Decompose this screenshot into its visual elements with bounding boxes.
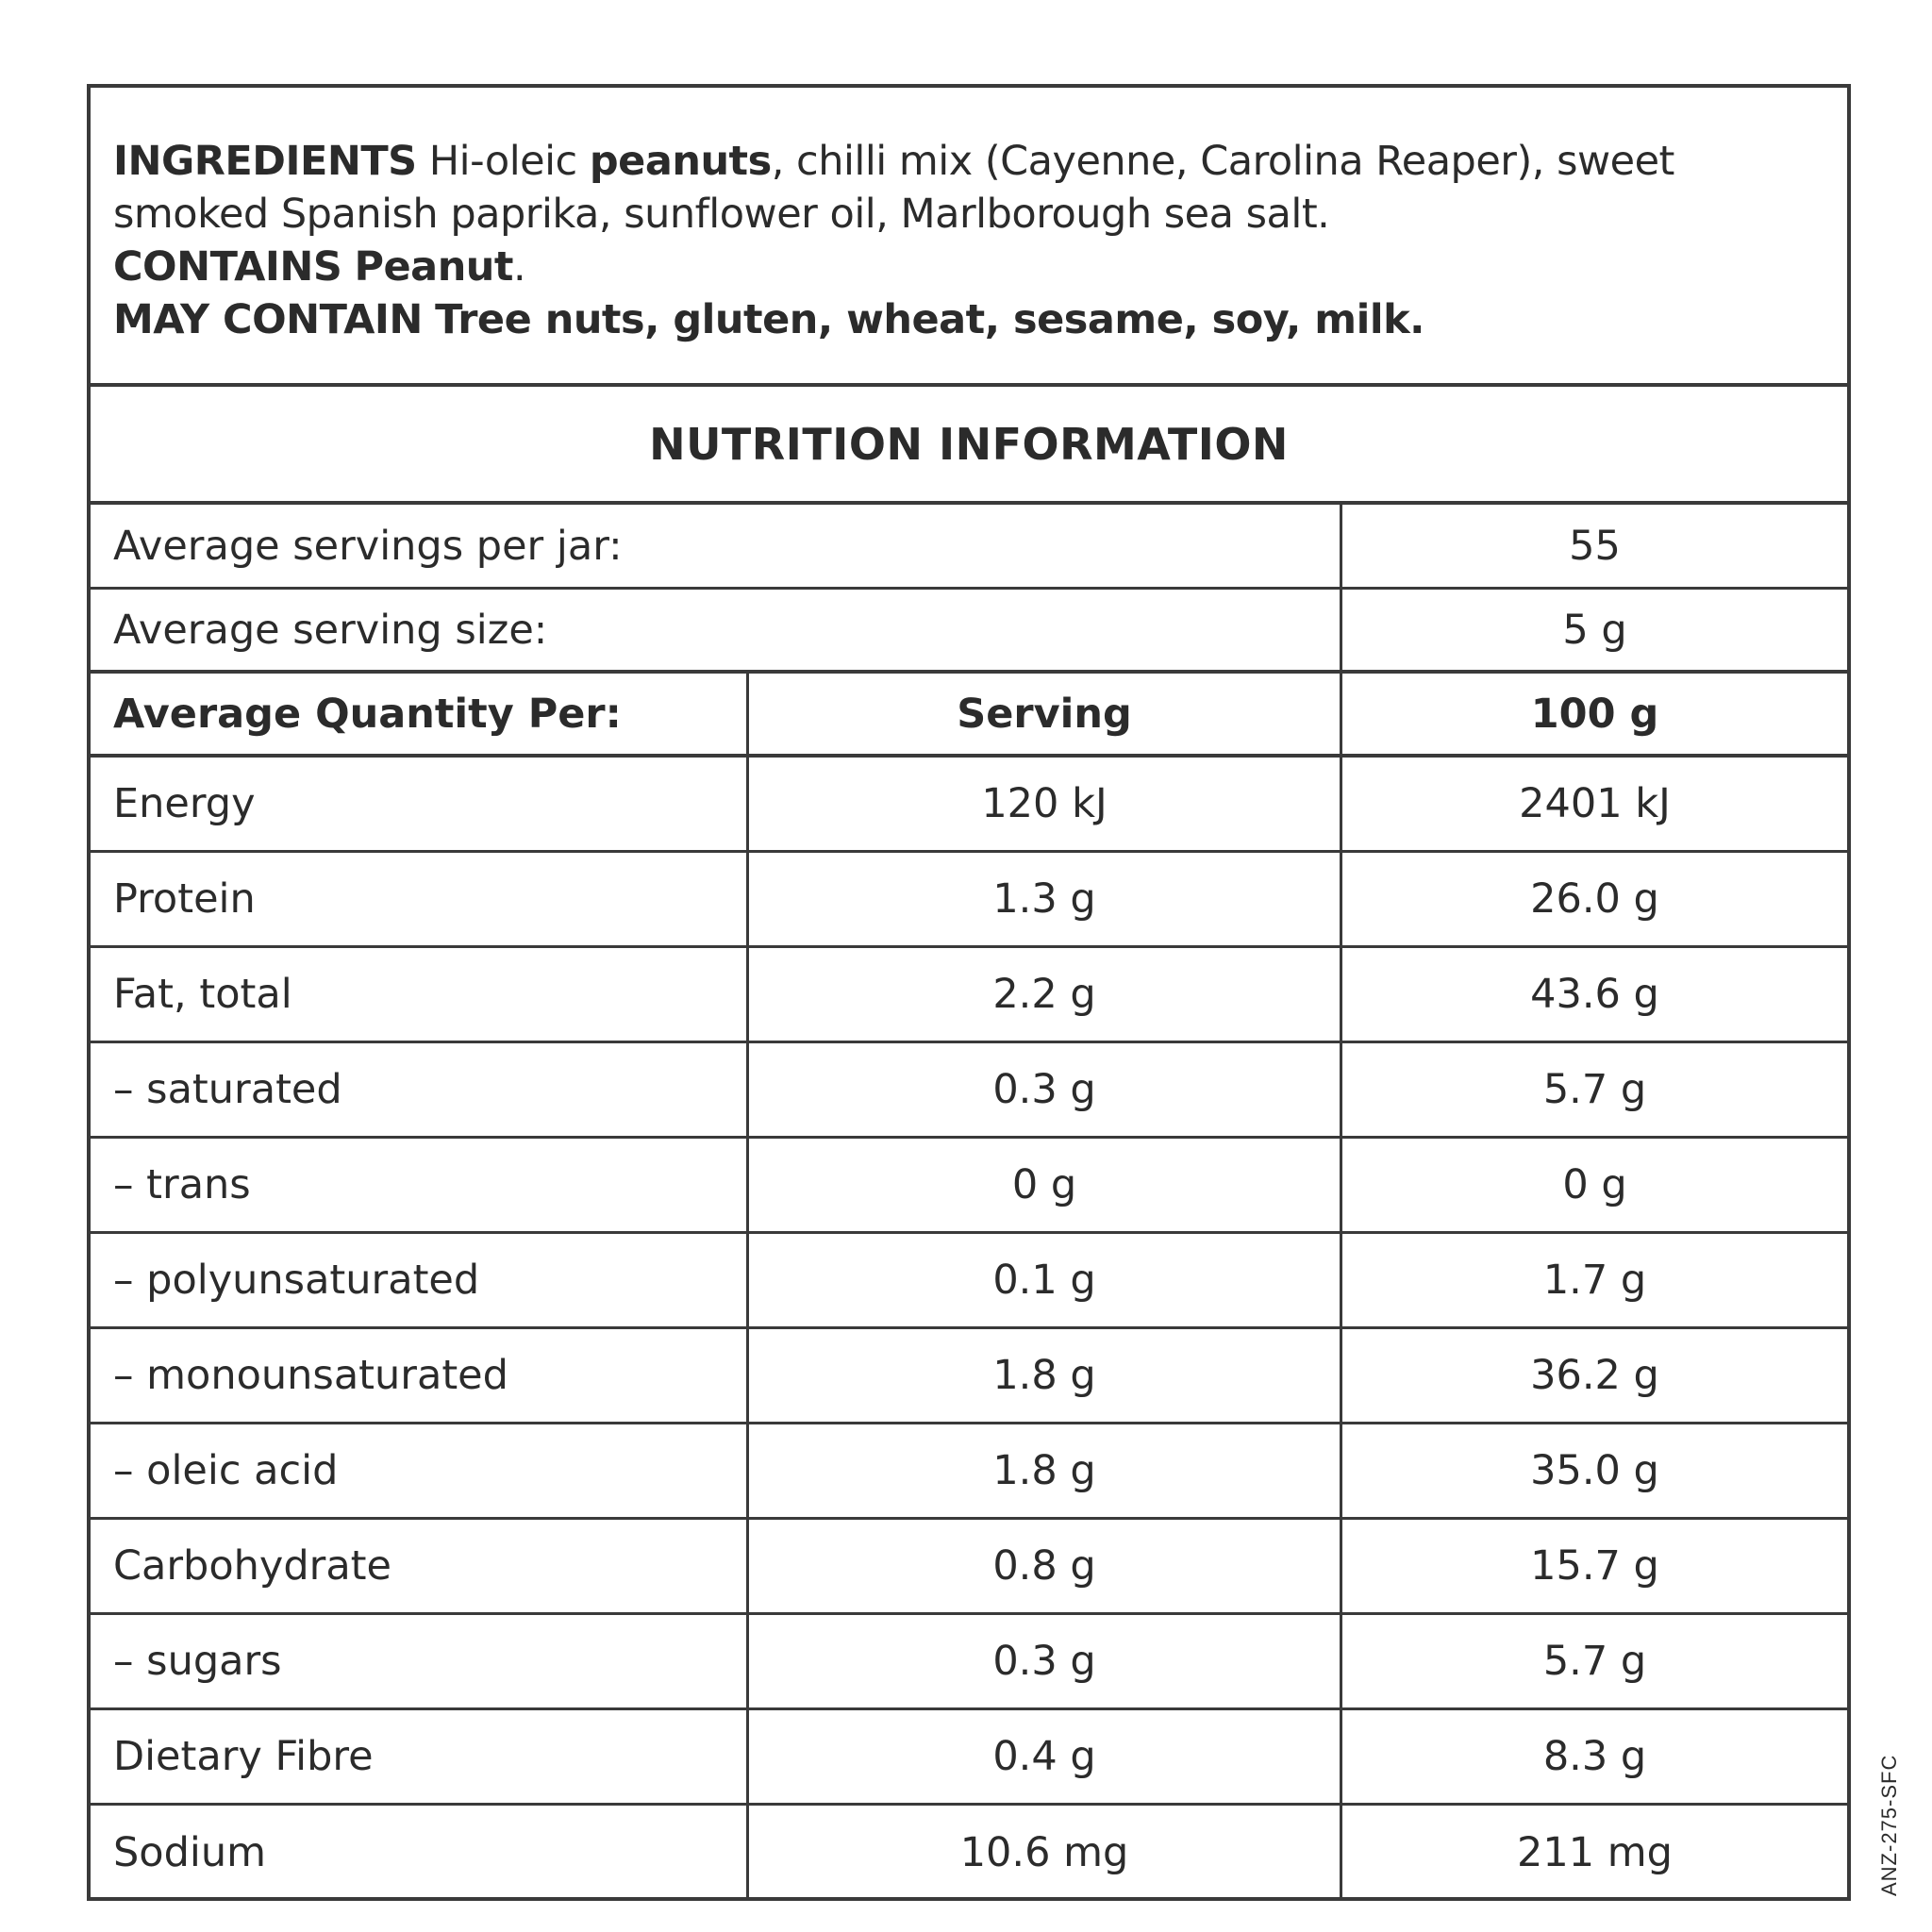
nutrition-label — [87, 84, 1851, 1901]
table-row — [91, 758, 1847, 853]
servings-per-jar-label: Average servings per jar: — [113, 522, 623, 570]
nutrient-name: Energy — [113, 780, 256, 827]
table-row — [91, 1806, 1847, 1900]
table-row — [91, 1329, 1847, 1424]
contains-heading: CONTAINS — [113, 243, 342, 291]
may-contain-heading: MAY CONTAIN — [113, 296, 423, 343]
ingredients-text-a: Hi-oleic — [428, 138, 577, 185]
table-header-row — [91, 674, 1847, 758]
contains-period: . — [512, 243, 526, 291]
nutrient-per-100g-value: 2401 kJ — [1340, 758, 1847, 850]
nutrient-serving-value: 0.4 g — [746, 1710, 1340, 1803]
nutrient-serving-value: 0.3 g — [746, 1043, 1340, 1136]
nutrient-per-100g-value: 43.6 g — [1340, 948, 1847, 1041]
table-row — [91, 1710, 1847, 1806]
may-contain-statement — [113, 293, 1824, 346]
nutrient-name: Sodium — [113, 1829, 266, 1876]
nutrient-serving-value: 0.8 g — [746, 1520, 1340, 1612]
nutrition-title: NUTRITION INFORMATION — [91, 387, 1847, 505]
nutrient-per-100g-value: 26.0 g — [1340, 853, 1847, 945]
nutrient-serving-value: 0 g — [746, 1139, 1340, 1231]
nutrient-name: – sugars — [113, 1638, 282, 1685]
table-row — [91, 1043, 1847, 1139]
nutrient-name: Dietary Fibre — [113, 1733, 374, 1780]
nutrient-serving-value: 1.3 g — [746, 853, 1340, 945]
servings-per-jar-value: 55 — [1340, 505, 1847, 587]
nutrient-name: – trans — [113, 1161, 251, 1208]
ingredients-heading: INGREDIENTS — [113, 138, 417, 185]
serving-header: Serving — [746, 674, 1340, 754]
table-row — [91, 1520, 1847, 1615]
table-row — [91, 948, 1847, 1043]
table-row — [91, 1234, 1847, 1329]
may-contain-value: Tree nuts, gluten, wheat, sesame, soy, milk. — [435, 296, 1425, 343]
table-row — [91, 1615, 1847, 1710]
ingredients-section — [91, 88, 1847, 387]
nutrient-per-100g-value: 211 mg — [1340, 1806, 1847, 1900]
nutrient-name: – monounsaturated — [113, 1352, 508, 1399]
nutrient-serving-value: 120 kJ — [746, 758, 1340, 850]
nutrient-serving-value: 0.3 g — [746, 1615, 1340, 1707]
product-code: ANZ-275-SFC — [1877, 1754, 1901, 1896]
quantity-per-header: Average Quantity Per: — [113, 690, 622, 738]
nutrient-name: – oleic acid — [113, 1447, 339, 1494]
nutrient-serving-value: 0.1 g — [746, 1234, 1340, 1326]
nutrient-name: Fat, total — [113, 971, 292, 1018]
nutrient-per-100g-value: 36.2 g — [1340, 1329, 1847, 1422]
nutrient-serving-value: 1.8 g — [746, 1424, 1340, 1517]
table-row — [91, 1139, 1847, 1234]
contains-value: Peanut — [354, 243, 513, 291]
nutrient-per-100g-value: 8.3 g — [1340, 1710, 1847, 1803]
nutrient-per-100g-value: 0 g — [1340, 1139, 1847, 1231]
nutrient-name: – polyunsaturated — [113, 1257, 480, 1304]
per-100g-header: 100 g — [1340, 674, 1847, 754]
nutrient-name: Protein — [113, 875, 256, 923]
nutrient-name: – saturated — [113, 1066, 342, 1113]
ingredients-statement — [113, 135, 1824, 241]
serving-size-row — [91, 590, 1847, 674]
nutrient-name: Carbohydrate — [113, 1542, 391, 1590]
nutrient-per-100g-value: 5.7 g — [1340, 1043, 1847, 1136]
nutrient-per-100g-value: 15.7 g — [1340, 1520, 1847, 1612]
nutrient-per-100g-value: 5.7 g — [1340, 1615, 1847, 1707]
ingredients-text-b: , chilli mix (Cayenne, Carolina Reaper), sweet smoked Spanish paprika, sunflower oil, Marlborough sea salt. — [113, 138, 1674, 238]
table-row — [91, 853, 1847, 948]
table-row — [91, 1424, 1847, 1520]
nutrient-serving-value: 10.6 mg — [746, 1806, 1340, 1900]
nutrient-per-100g-value: 1.7 g — [1340, 1234, 1847, 1326]
contains-statement — [113, 241, 1824, 293]
ingredients-peanuts: peanuts — [589, 138, 772, 185]
serving-size-label: Average serving size: — [113, 606, 548, 654]
nutrient-per-100g-value: 35.0 g — [1340, 1424, 1847, 1517]
nutrient-serving-value: 2.2 g — [746, 948, 1340, 1041]
serving-size-value: 5 g — [1340, 590, 1847, 670]
nutrient-serving-value: 1.8 g — [746, 1329, 1340, 1422]
servings-per-jar-row — [91, 505, 1847, 590]
